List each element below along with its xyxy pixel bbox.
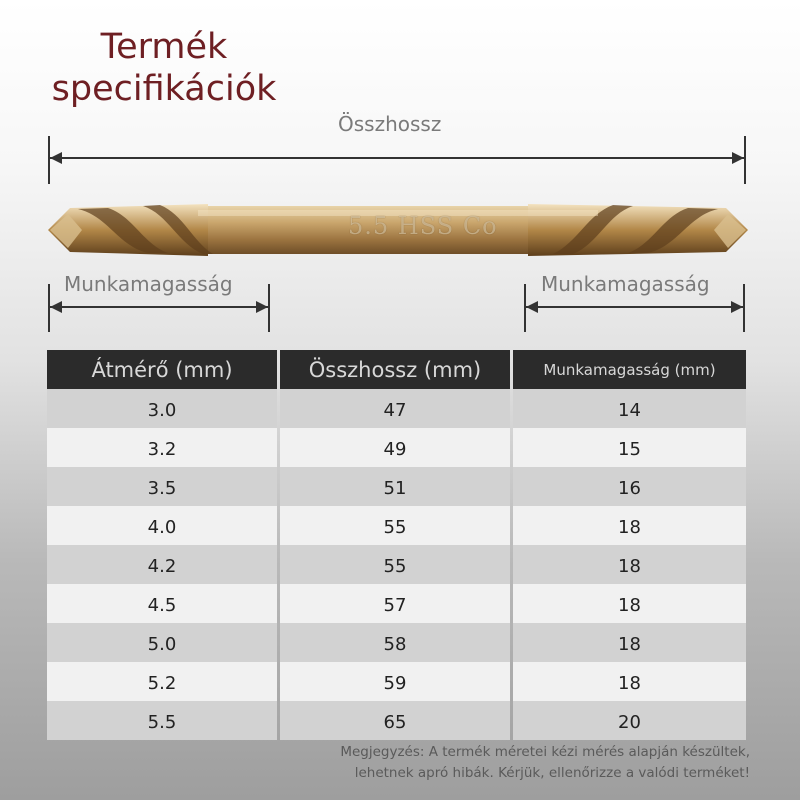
table-row (47, 662, 746, 701)
note-line-2: lehetnek apró hibák. Kérjük, ellenőrizze a valódi terméket! (354, 765, 750, 781)
table-row (47, 428, 746, 467)
header-diameter: Átmérő (mm) (47, 350, 277, 389)
table-body (47, 389, 746, 740)
header-working-height: Munkamagasság (mm) (513, 350, 746, 389)
table-row (47, 389, 746, 428)
cell-overall-length: 47 (280, 389, 510, 428)
cell-diameter: 5.2 (47, 662, 277, 701)
title-line-2: specifikációk (51, 69, 277, 109)
cell-overall-length: 59 (280, 662, 510, 701)
cell-overall-length: 49 (280, 428, 510, 467)
drill-bit-image (48, 196, 748, 264)
cell-working-height: 18 (513, 545, 746, 584)
table-header-row (47, 350, 746, 389)
spec-table (44, 350, 749, 740)
working-height-left-tick-b (268, 284, 270, 332)
cell-diameter: 4.0 (47, 506, 277, 545)
table-row (47, 506, 746, 545)
working-height-left-arrow (50, 306, 268, 308)
note-line-1: Megjegyzés: A termék méretei kézi mérés alapján készültek, (340, 744, 750, 760)
cell-overall-length: 65 (280, 701, 510, 740)
working-height-left-label: Munkamagasság (64, 272, 233, 296)
table-row (47, 701, 746, 740)
cell-working-height: 16 (513, 467, 746, 506)
cell-overall-length: 55 (280, 506, 510, 545)
cell-working-height: 15 (513, 428, 746, 467)
disclaimer-note (340, 742, 750, 784)
cell-overall-length: 58 (280, 623, 510, 662)
cell-diameter: 3.0 (47, 389, 277, 428)
cell-working-height: 18 (513, 584, 746, 623)
table-row (47, 623, 746, 662)
cell-diameter: 3.5 (47, 467, 277, 506)
table-row (47, 467, 746, 506)
cell-diameter: 4.5 (47, 584, 277, 623)
cell-overall-length: 51 (280, 467, 510, 506)
title-line-1: Termék (100, 27, 228, 67)
cell-diameter: 4.2 (47, 545, 277, 584)
cell-working-height: 18 (513, 623, 746, 662)
cell-working-height: 14 (513, 389, 746, 428)
working-height-right-label: Munkamagasság (541, 272, 710, 296)
overall-length-tick-right (744, 136, 746, 184)
table-row (47, 545, 746, 584)
cell-diameter: 3.2 (47, 428, 277, 467)
cell-diameter: 5.5 (47, 701, 277, 740)
header-overall-length: Összhossz (mm) (280, 350, 510, 389)
cell-overall-length: 57 (280, 584, 510, 623)
cell-overall-length: 55 (280, 545, 510, 584)
table-row (47, 584, 746, 623)
cell-working-height: 18 (513, 662, 746, 701)
cell-working-height: 20 (513, 701, 746, 740)
drill-marking: 5.5 HSS Co (348, 212, 498, 240)
working-height-right-tick-b (743, 284, 745, 332)
page-title (44, 26, 284, 110)
cell-diameter: 5.0 (47, 623, 277, 662)
working-height-right-arrow (526, 306, 743, 308)
cell-working-height: 18 (513, 506, 746, 545)
overall-length-arrow (50, 157, 744, 159)
overall-length-label: Összhossz (338, 112, 442, 136)
